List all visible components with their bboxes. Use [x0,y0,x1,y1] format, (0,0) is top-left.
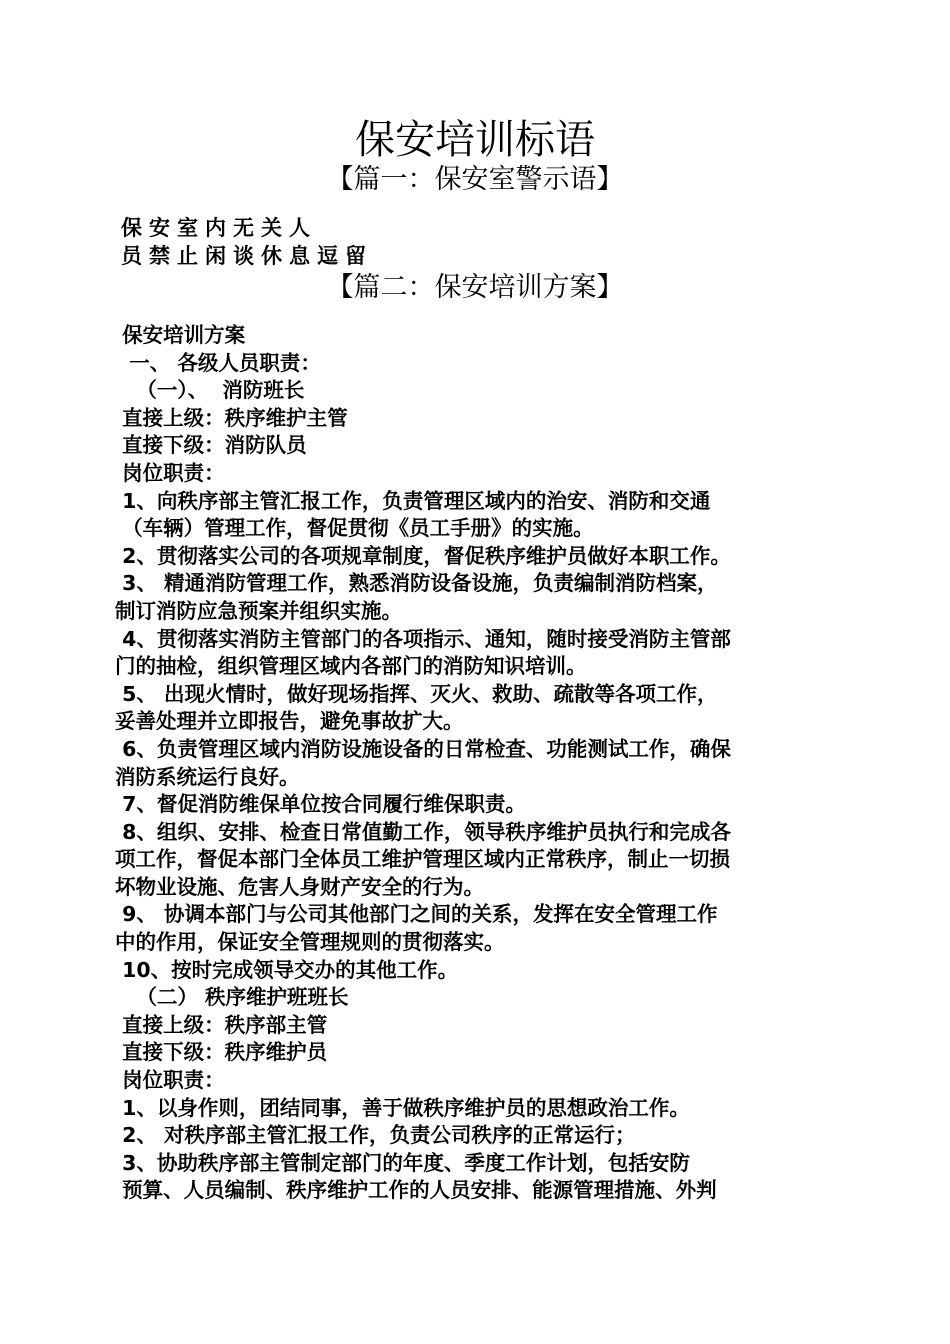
body-line: 9、 协调本部门与公司其他部门之间的关系，发挥在安全管理工作 [115,902,718,927]
body-line: 1、以身作则，团结同事，善于做秩序维护员的思想政治工作。 [115,1095,690,1120]
body-line: 7、督促消防维保单位按合同履行维保职责。 [115,792,526,817]
body-line: 中的作用，保证安全管理规则的贯彻落实。 [115,930,505,955]
body-line: （车辆）管理工作，督促贯彻《员工手册》的实施。 [115,516,594,541]
body-line: 一、 各级人员职责： [115,350,321,375]
section-heading-1: 【篇一：保安室警示语】 [326,164,624,195]
body-line: 5、 出现火情时，做好现场指挥、灭火、救助、疏散等各项工作， [115,681,718,706]
body-line: 门的抽检，组织管理区域内各部门的消防知识培训。 [115,654,587,679]
document-title: 保安培训标语 [355,117,595,163]
body-line: （一）、 消防班长 [115,378,305,403]
body-line: 2、贯彻落实公司的各项规章制度，督促秩序维护员做好本职工作。 [115,543,731,568]
body-line: 6、负责管理区域内消防设施设备的日常检查、功能测试工作，确保 [115,736,731,761]
body-line: 岗位职责： [115,460,225,485]
body-line: 3、 精通消防管理工作，熟悉消防设备设施，负责编制消防档案， [115,571,718,596]
body-line: 直接上级：秩序部主管 [115,1012,328,1037]
body-line: 岗位职责： [115,1068,225,1093]
security-room-notice [121,214,373,270]
notice-line-2: 员禁止闲谈休息逗留 [121,244,373,268]
body-line: 4、贯彻落实消防主管部门的各项指示、通知，随时接受消防主管部 [115,626,731,651]
body-line: 项工作，督促本部门全体员工维护管理区域内正常秩序，制止一切损 [115,847,730,872]
body-line: 8、组织、安排、检查日常值勤工作，领导秩序维护员执行和完成各 [115,819,731,844]
body-line: 预算、人员编制、秩序维护工作的人员安排、能源管理措施、外判 [115,1178,717,1203]
body-line: 保安培训方案 [115,323,246,347]
section-heading-2: 【篇二：保安培训方案】 [326,272,624,303]
body-line: 3、协助秩序部主管制定部门的年度、季度工作计划，包括安防 [115,1150,690,1175]
notice-line-1: 保安室内无关人 [121,216,317,240]
body-line: 10、按时完成领导交办的其他工作。 [115,957,459,982]
body-line: （二） 秩序维护班班长 [115,985,349,1010]
body-line: 制订消防应急预案并组织实施。 [115,598,402,623]
body-line: 直接下级：消防队员 [115,433,307,458]
body-line: 坏物业设施、危害人身财产安全的行为。 [115,874,484,899]
training-plan-body [115,322,845,1205]
body-line: 直接下级：秩序维护员 [115,1040,328,1065]
body-line: 妥善处理并立即报告，避免事故扩大。 [115,709,464,734]
body-line: 1、向秩序部主管汇报工作，负责管理区域内的治安、消防和交通 [115,488,711,513]
body-line: 2、 对秩序部主管汇报工作，负责公司秩序的正常运行； [115,1123,636,1148]
body-line: 消防系统运行良好。 [115,764,300,789]
body-line: 直接上级：秩序维护主管 [115,405,348,430]
